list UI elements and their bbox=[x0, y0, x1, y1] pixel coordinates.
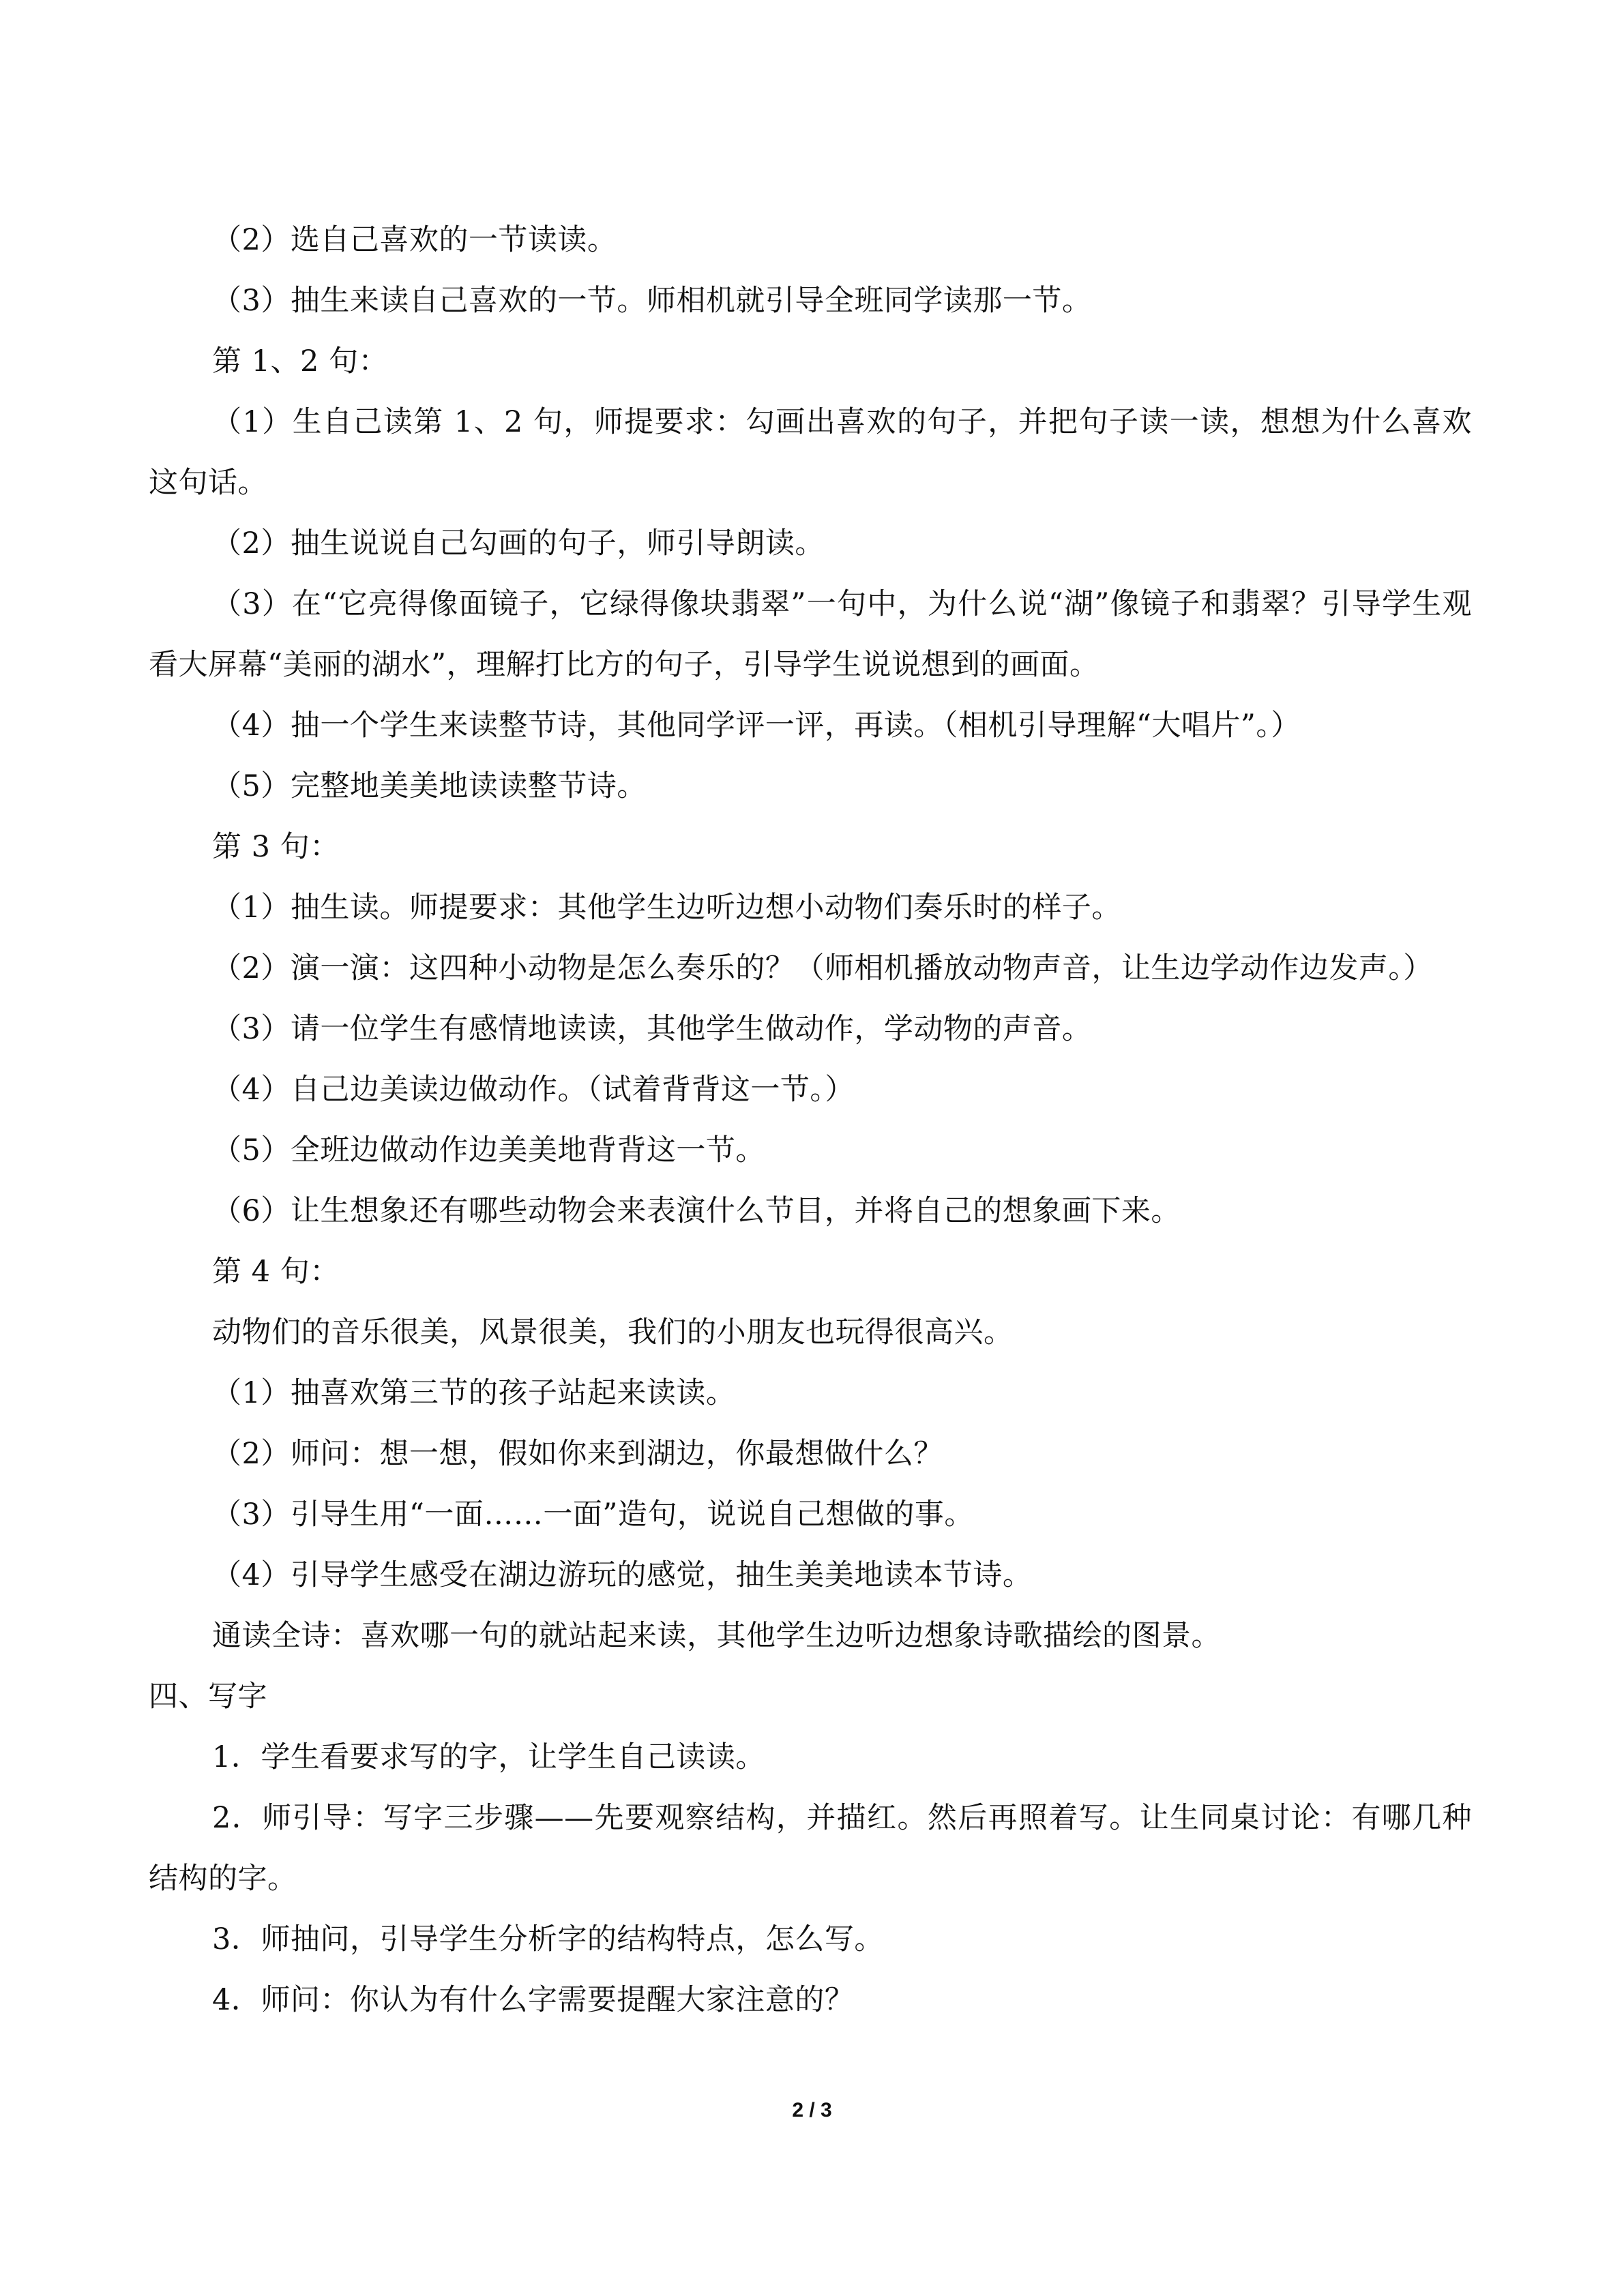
page-number: 2 / 3 bbox=[792, 2099, 832, 2121]
section-heading: 四、写字 bbox=[149, 1680, 267, 1714]
section-heading: 第 3 句： bbox=[212, 830, 340, 864]
paragraph: （3）在“它亮得像面镜子，它绿得像块翡翠”一句中，为什么说“湖”像镜子和翡翠？引导学生观看大屏幕“美丽的湖水”，理解打比方的句子，引导学生说说想到的画面。 bbox=[149, 587, 1472, 682]
list-item: 3．师抽问，引导学生分析字的结构特点，怎么写。 bbox=[212, 1922, 884, 1956]
list-item: 1．学生看要求写的字，让学生自己读读。 bbox=[212, 1740, 765, 1774]
paragraph: （1）抽喜欢第三节的孩子站起来读读。 bbox=[212, 1376, 736, 1410]
paragraph: （4）引导学生感受在湖边游玩的感觉，抽生美美地读本节诗。 bbox=[212, 1558, 1033, 1592]
paragraph: （4）抽一个学生来读整节诗，其他同学评一评，再读。（相机引导理解“大唱片”。） bbox=[212, 709, 1301, 743]
paragraph: 动物们的音乐很美，风景很美，我们的小朋友也玩得很高兴。 bbox=[212, 1315, 1014, 1350]
list-item: 4．师问：你认为有什么字需要提醒大家注意的？ bbox=[212, 1983, 855, 2017]
section-heading: 第 1、2 句： bbox=[212, 344, 389, 378]
paragraph: （2）抽生说说自己勾画的句子，师引导朗读。 bbox=[212, 526, 825, 561]
paragraph: （1）生自己读第 1、2 句，师提要求：勾画出喜欢的句子，并把句子读一读，想想为什么喜欢这句话。 bbox=[149, 405, 1472, 500]
paragraph: 通读全诗：喜欢哪一句的就站起来读，其他学生边听边想象诗歌描绘的图景。 bbox=[212, 1619, 1221, 1653]
paragraph: （5）全班边做动作边美美地背背这一节。 bbox=[212, 1133, 765, 1167]
paragraph: （3）抽生来读自己喜欢的一节。师相机就引导全班同学读那一节。 bbox=[212, 284, 1092, 318]
paragraph: （2）选自己喜欢的一节读读。 bbox=[212, 223, 617, 257]
paragraph: （5）完整地美美地读读整节诗。 bbox=[212, 769, 647, 803]
paragraph: （6）让生想象还有哪些动物会来表演什么节目，并将自己的想象画下来。 bbox=[212, 1194, 1181, 1228]
section-heading: 第 4 句： bbox=[212, 1255, 340, 1289]
paragraph: （3）请一位学生有感情地读读，其他学生做动作，学动物的声音。 bbox=[212, 1012, 1092, 1046]
paragraph: （1）抽生读。师提要求：其他学生边听边想小动物们奏乐时的样子。 bbox=[212, 891, 1121, 925]
paragraph: （4）自己边美读边做动作。（试着背背这一节。） bbox=[212, 1073, 855, 1107]
list-item: 2．师引导：写字三步骤——先要观察结构，并描红。然后再照着写。让生同桌讨论：有哪几种结构的字。 bbox=[149, 1801, 1472, 1896]
paragraph: （2）师问：想一想，假如你来到湖边，你最想做什么？ bbox=[212, 1437, 943, 1471]
document-body bbox=[149, 210, 1472, 2031]
paragraph: （3）引导生用“一面……一面”造句，说说自己想做的事。 bbox=[212, 1497, 974, 1532]
paragraph: （2）演一演：这四种小动物是怎么奏乐的？（师相机播放动物声音，让生边学动作边发声。） bbox=[212, 951, 1433, 985]
